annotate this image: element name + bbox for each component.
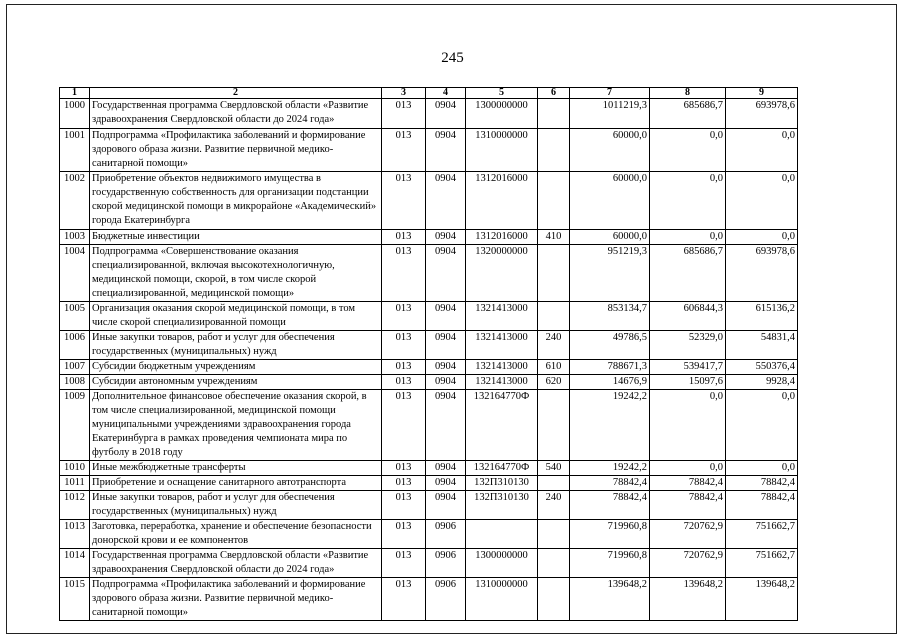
ministry-code: 013 xyxy=(382,491,426,520)
expense-type-code xyxy=(538,129,570,172)
section-code: 0904 xyxy=(426,331,466,360)
row-number: 1006 xyxy=(60,331,90,360)
amount-2019: 1011219,3 xyxy=(570,99,650,129)
amount-2020: 685686,7 xyxy=(650,245,726,302)
row-name: Дополнительное финансовое обеспечение оказания скорой, в том числе специализированной, медицинской помощи муниципальными учреждениями здравоохранения города Екатеринбурга в рамках проведения чемпионата мира по футболу в 2018 году xyxy=(90,390,382,461)
target-code: 132164770Ф xyxy=(466,390,538,461)
amount-2019: 60000,0 xyxy=(570,230,650,245)
table-row xyxy=(60,245,798,302)
header-cell: 8 xyxy=(650,88,726,99)
amount-2019: 60000,0 xyxy=(570,172,650,230)
target-code: 1310000000 xyxy=(466,129,538,172)
amount-2021: 0,0 xyxy=(726,230,798,245)
row-number: 1001 xyxy=(60,129,90,172)
header-cell: 9 xyxy=(726,88,798,99)
section-code: 0906 xyxy=(426,520,466,549)
table-row xyxy=(60,331,798,360)
amount-2019: 14676,9 xyxy=(570,375,650,390)
table-row xyxy=(60,360,798,375)
section-code: 0904 xyxy=(426,129,466,172)
section-code: 0904 xyxy=(426,491,466,520)
table-header-row xyxy=(60,88,798,99)
amount-2020: 0,0 xyxy=(650,461,726,476)
ministry-code: 013 xyxy=(382,360,426,375)
section-code: 0904 xyxy=(426,375,466,390)
target-code: 1321413000 xyxy=(466,302,538,331)
row-name: Приобретение объектов недвижимого имущества в государственную собственность для организации подстанции скорой медицинской помощи в микрорайоне «Академический» города Екатеринбурга xyxy=(90,172,382,230)
row-name: Субсидии автономным учреждениям xyxy=(90,375,382,390)
expense-type-code xyxy=(538,549,570,578)
section-code: 0904 xyxy=(426,476,466,491)
target-code: 1321413000 xyxy=(466,360,538,375)
ministry-code: 013 xyxy=(382,331,426,360)
target-code: 132П310130 xyxy=(466,491,538,520)
ministry-code: 013 xyxy=(382,302,426,331)
amount-2020: 78842,4 xyxy=(650,476,726,491)
expense-type-code: 240 xyxy=(538,331,570,360)
row-name: Подпрограмма «Профилактика заболеваний и формирование здорового образа жизни. Развитие первичной медико-санитарной помощи» xyxy=(90,129,382,172)
amount-2019: 78842,4 xyxy=(570,476,650,491)
expense-type-code xyxy=(538,578,570,621)
row-name: Иные межбюджетные трансферты xyxy=(90,461,382,476)
ministry-code: 013 xyxy=(382,520,426,549)
amount-2019: 951219,3 xyxy=(570,245,650,302)
row-number: 1005 xyxy=(60,302,90,331)
expense-type-code xyxy=(538,172,570,230)
row-name: Приобретение и оснащение санитарного автотранспорта xyxy=(90,476,382,491)
amount-2021: 0,0 xyxy=(726,461,798,476)
amount-2020: 78842,4 xyxy=(650,491,726,520)
header-cell: 5 xyxy=(466,88,538,99)
section-code: 0906 xyxy=(426,549,466,578)
section-code: 0904 xyxy=(426,230,466,245)
amount-2019: 853134,7 xyxy=(570,302,650,331)
table-row xyxy=(60,230,798,245)
ministry-code: 013 xyxy=(382,230,426,245)
expense-type-code xyxy=(538,476,570,491)
amount-2020: 139648,2 xyxy=(650,578,726,621)
ministry-code: 013 xyxy=(382,172,426,230)
amount-2019: 78842,4 xyxy=(570,491,650,520)
amount-2020: 720762,9 xyxy=(650,520,726,549)
amount-2020: 15097,6 xyxy=(650,375,726,390)
header-cell: 6 xyxy=(538,88,570,99)
budget-table xyxy=(59,87,798,621)
amount-2020: 0,0 xyxy=(650,172,726,230)
row-name: Подпрограмма «Профилактика заболеваний и формирование здорового образа жизни. Развитие первичной медико-санитарной помощи» xyxy=(90,578,382,621)
table-row xyxy=(60,549,798,578)
table-row xyxy=(60,99,798,129)
expense-type-code: 240 xyxy=(538,491,570,520)
row-number: 1007 xyxy=(60,360,90,375)
row-number: 1011 xyxy=(60,476,90,491)
ministry-code: 013 xyxy=(382,129,426,172)
row-name: Заготовка, переработка, хранение и обеспечение безопасности донорской крови и ее компонентов xyxy=(90,520,382,549)
amount-2019: 19242,2 xyxy=(570,390,650,461)
ministry-code: 013 xyxy=(382,245,426,302)
header-cell: 4 xyxy=(426,88,466,99)
target-code: 1310000000 xyxy=(466,578,538,621)
table-row xyxy=(60,578,798,621)
target-code: 1321413000 xyxy=(466,331,538,360)
ministry-code: 013 xyxy=(382,476,426,491)
amount-2021: 751662,7 xyxy=(726,549,798,578)
section-code: 0904 xyxy=(426,461,466,476)
expense-type-code: 410 xyxy=(538,230,570,245)
expense-type-code: 620 xyxy=(538,375,570,390)
amount-2020: 539417,7 xyxy=(650,360,726,375)
amount-2019: 719960,8 xyxy=(570,520,650,549)
target-code: 132П310130 xyxy=(466,476,538,491)
row-number: 1014 xyxy=(60,549,90,578)
amount-2020: 0,0 xyxy=(650,129,726,172)
row-number: 1013 xyxy=(60,520,90,549)
section-code: 0904 xyxy=(426,172,466,230)
table-row xyxy=(60,302,798,331)
row-name: Подпрограмма «Совершенствование оказания специализированной, включая высокотехнологичную, медицинской помощи, скорой, в том числе скорой специализированной, медицинской помощи» xyxy=(90,245,382,302)
amount-2019: 788671,3 xyxy=(570,360,650,375)
ministry-code: 013 xyxy=(382,390,426,461)
target-code: 1320000000 xyxy=(466,245,538,302)
expense-type-code xyxy=(538,390,570,461)
header-cell: 3 xyxy=(382,88,426,99)
table-row xyxy=(60,172,798,230)
page-number: 245 xyxy=(441,50,464,66)
table-row xyxy=(60,390,798,461)
amount-2019: 19242,2 xyxy=(570,461,650,476)
amount-2021: 693978,6 xyxy=(726,99,798,129)
expense-type-code: 610 xyxy=(538,360,570,375)
ministry-code: 013 xyxy=(382,578,426,621)
target-code xyxy=(466,520,538,549)
amount-2020: 0,0 xyxy=(650,390,726,461)
header-cell: 2 xyxy=(90,88,382,99)
amount-2019: 49786,5 xyxy=(570,331,650,360)
row-number: 1012 xyxy=(60,491,90,520)
row-name: Государственная программа Свердловской области «Развитие здравоохранения Свердловской области до 2024 года» xyxy=(90,549,382,578)
section-code: 0904 xyxy=(426,302,466,331)
amount-2020: 52329,0 xyxy=(650,331,726,360)
row-number: 1008 xyxy=(60,375,90,390)
row-number: 1010 xyxy=(60,461,90,476)
amount-2020: 685686,7 xyxy=(650,99,726,129)
amount-2020: 720762,9 xyxy=(650,549,726,578)
table-row xyxy=(60,520,798,549)
amount-2021: 615136,2 xyxy=(726,302,798,331)
amount-2021: 550376,4 xyxy=(726,360,798,375)
section-code: 0904 xyxy=(426,360,466,375)
amount-2021: 693978,6 xyxy=(726,245,798,302)
table-row xyxy=(60,476,798,491)
amount-2020: 0,0 xyxy=(650,230,726,245)
target-code: 1300000000 xyxy=(466,99,538,129)
amount-2021: 0,0 xyxy=(726,172,798,230)
section-code: 0904 xyxy=(426,99,466,129)
row-name: Бюджетные инвестиции xyxy=(90,230,382,245)
target-code: 1300000000 xyxy=(466,549,538,578)
expense-type-code xyxy=(538,302,570,331)
header-cell: 1 xyxy=(60,88,90,99)
expense-type-code xyxy=(538,245,570,302)
row-number: 1000 xyxy=(60,99,90,129)
amount-2021: 54831,4 xyxy=(726,331,798,360)
ministry-code: 013 xyxy=(382,375,426,390)
section-code: 0904 xyxy=(426,245,466,302)
row-number: 1002 xyxy=(60,172,90,230)
table-row xyxy=(60,129,798,172)
section-code: 0904 xyxy=(426,390,466,461)
target-code: 1312016000 xyxy=(466,230,538,245)
target-code: 1312016000 xyxy=(466,172,538,230)
amount-2021: 0,0 xyxy=(726,390,798,461)
target-code: 1321413000 xyxy=(466,375,538,390)
row-number: 1004 xyxy=(60,245,90,302)
table-row xyxy=(60,491,798,520)
amount-2021: 751662,7 xyxy=(726,520,798,549)
amount-2021: 78842,4 xyxy=(726,476,798,491)
target-code: 132164770Ф xyxy=(466,461,538,476)
row-number: 1003 xyxy=(60,230,90,245)
row-name: Субсидии бюджетным учреждениям xyxy=(90,360,382,375)
section-code: 0906 xyxy=(426,578,466,621)
expense-type-code xyxy=(538,99,570,129)
expense-type-code: 540 xyxy=(538,461,570,476)
row-name: Иные закупки товаров, работ и услуг для обеспечения государственных (муниципальных) нужд xyxy=(90,491,382,520)
row-number: 1015 xyxy=(60,578,90,621)
table-row xyxy=(60,375,798,390)
ministry-code: 013 xyxy=(382,549,426,578)
table-row xyxy=(60,461,798,476)
header-cell: 7 xyxy=(570,88,650,99)
expense-type-code xyxy=(538,520,570,549)
amount-2019: 60000,0 xyxy=(570,129,650,172)
row-name: Организация оказания скорой медицинской помощи, в том числе скорой специализированной помощи xyxy=(90,302,382,331)
amount-2019: 719960,8 xyxy=(570,549,650,578)
row-number: 1009 xyxy=(60,390,90,461)
amount-2021: 78842,4 xyxy=(726,491,798,520)
row-name: Государственная программа Свердловской области «Развитие здравоохранения Свердловской области до 2024 года» xyxy=(90,99,382,129)
amount-2019: 139648,2 xyxy=(570,578,650,621)
ministry-code: 013 xyxy=(382,99,426,129)
row-name: Иные закупки товаров, работ и услуг для обеспечения государственных (муниципальных) нужд xyxy=(90,331,382,360)
amount-2021: 139648,2 xyxy=(726,578,798,621)
amount-2021: 0,0 xyxy=(726,129,798,172)
amount-2020: 606844,3 xyxy=(650,302,726,331)
amount-2021: 9928,4 xyxy=(726,375,798,390)
ministry-code: 013 xyxy=(382,461,426,476)
